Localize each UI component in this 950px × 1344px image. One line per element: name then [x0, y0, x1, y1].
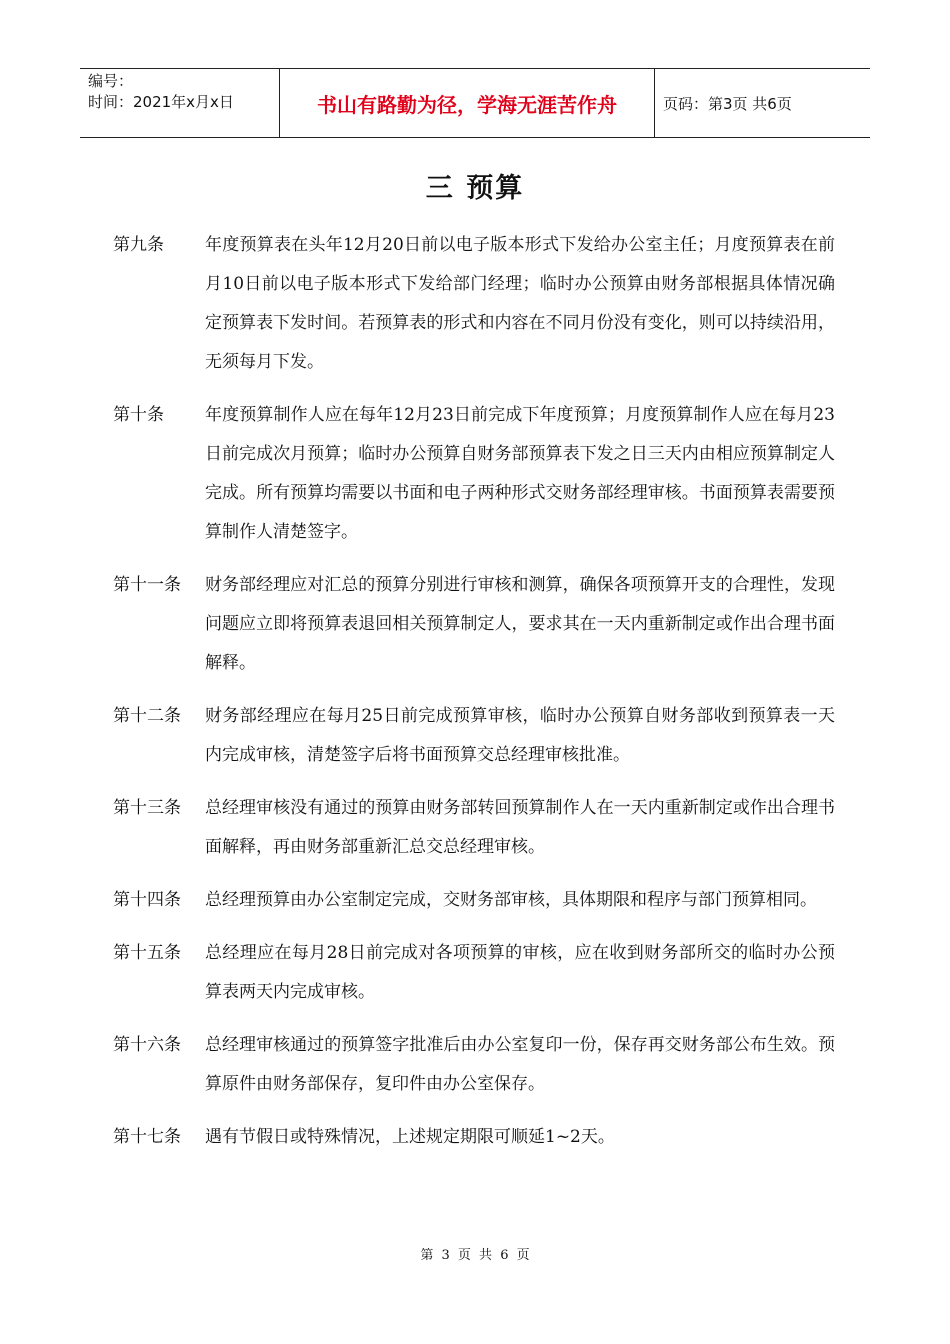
article-number: 第十七条 [113, 1127, 181, 1147]
article-text: 年度预算表在头年12月20日前以电子版本形式下发给办公室主任；月度预算表在前月10日前以电子版本形式下发给部门经理；临时办公预算由财务部根据具体情况确定预算表下发时间。若预算表的形式和内容在不同月份没有变化，则可以持续沿用，无须每月下发。 [205, 235, 835, 372]
article-number: 第十四条 [113, 890, 181, 910]
section-title: 三 预算 [425, 173, 525, 204]
article-number: 第十五条 [113, 943, 181, 963]
article-9 [113, 226, 843, 382]
article-number: 第十一条 [113, 575, 181, 595]
article-number: 第十六条 [113, 1035, 181, 1055]
page-footer: 第 3 页 共 6 页 [420, 1248, 530, 1263]
article-15 [113, 934, 843, 1012]
article-text: 总经理预算由办公室制定完成，交财务部审核，具体期限和程序与部门预算相同。 [205, 890, 817, 910]
article-text: 总经理应在每月28日前完成对各项预算的审核，应在收到财务部所交的临时办公预算表两天内完成审核。 [205, 943, 835, 1002]
article-12 [113, 697, 843, 775]
article-text: 财务部经理应在每月25日前完成预算审核，临时办公预算自财务部收到预算表一天内完成审核，清楚签字后将书面预算交总经理审核批准。 [205, 706, 835, 765]
header-meta [80, 69, 280, 137]
article-number: 第十条 [113, 405, 164, 425]
article-text: 年度预算制作人应在每年12月23日前完成下年度预算；月度预算制作人应在每月23日前完成次月预算；临时办公预算自财务部预算表下发之日三天内由相应预算制定人完成。所有预算均需要以书面和电子两种形式交财务部经理审核。书面预算表需要预算制作人清楚签字。 [205, 405, 835, 542]
articles-list [113, 226, 843, 1171]
article-17 [113, 1118, 843, 1157]
article-16 [113, 1026, 843, 1104]
article-text: 财务部经理应对汇总的预算分别进行审核和测算，确保各项预算开支的合理性，发现问题应立即将预算表退回相关预算制定人，要求其在一天内重新制定或作出合理书面解释。 [205, 575, 835, 673]
page-header [80, 68, 870, 138]
header-page-info: 页码：第3页 共6页 [663, 94, 792, 113]
article-text: 总经理审核没有通过的预算由财务部转回预算制作人在一天内重新制定或作出合理书面解释，再由财务部重新汇总交总经理审核。 [205, 798, 835, 857]
article-11 [113, 566, 843, 683]
date-label: 时间：2021年x月x日 [88, 93, 234, 111]
number-label: 编号： [88, 72, 134, 90]
article-number: 第十二条 [113, 706, 181, 726]
article-13 [113, 789, 843, 867]
article-number: 第十三条 [113, 798, 181, 818]
article-10 [113, 396, 843, 552]
header-motto: 书山有路勤为径，学海无涯苦作舟 [280, 69, 655, 137]
article-text: 总经理审核通过的预算签字批准后由办公室复印一份，保存再交财务部公布生效。预算原件由财务部保存，复印件由办公室保存。 [205, 1035, 835, 1094]
article-14 [113, 881, 843, 920]
article-number: 第九条 [113, 235, 164, 255]
article-text: 遇有节假日或特殊情况，上述规定期限可顺延1~2天。 [205, 1127, 615, 1147]
